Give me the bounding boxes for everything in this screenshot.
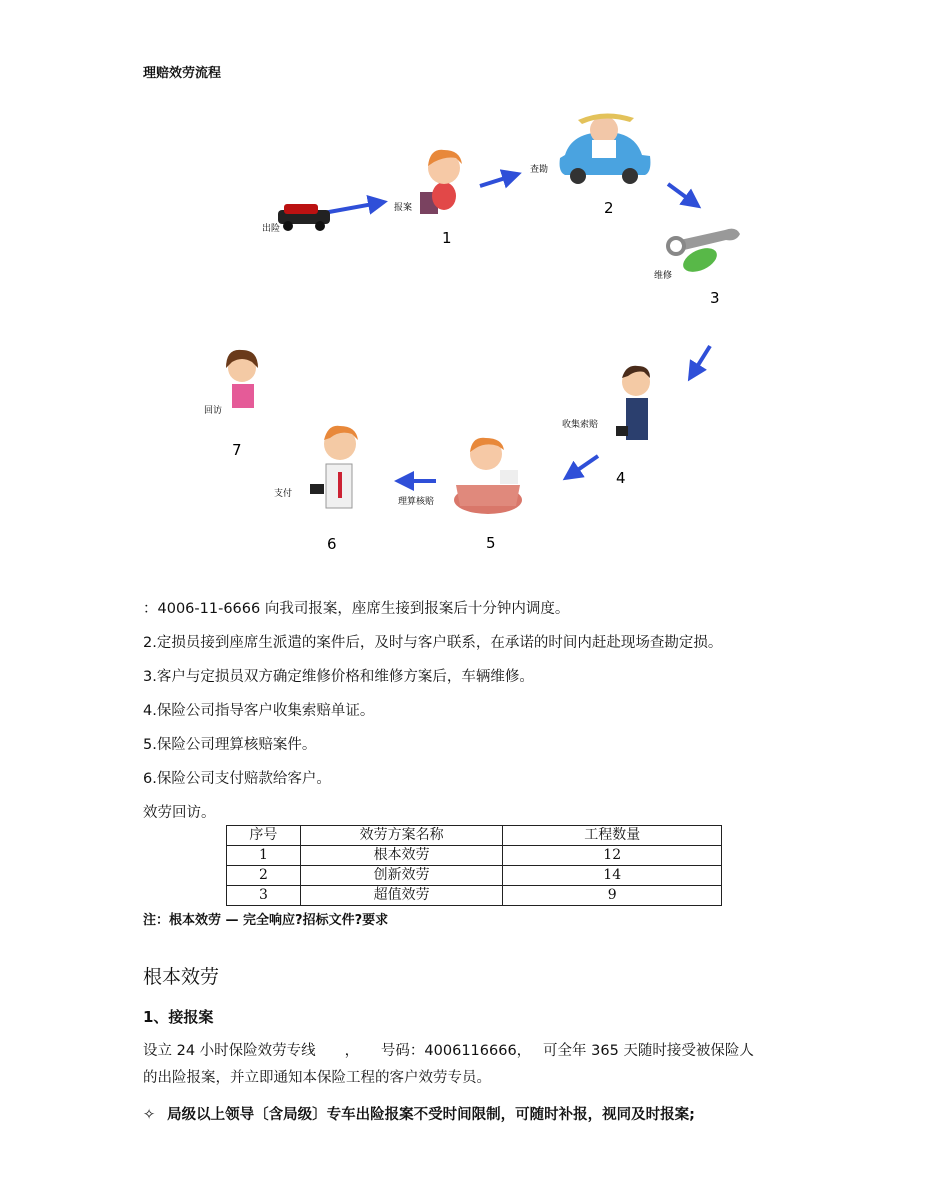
table-cell: 9 bbox=[503, 886, 722, 906]
table-cell: 根本效劳 bbox=[300, 846, 503, 866]
step-6-number: 6 bbox=[327, 535, 337, 553]
call-operator-icon bbox=[420, 150, 462, 214]
body-line-1: 设立 24 小时保险效劳专线 ， 号码：4006116666， 可全年 365 天随时接受被保险人 bbox=[143, 1043, 754, 1059]
step-text-3: 3.客户与定损员双方确定维修价格和维修方案后，车辆维修。 bbox=[143, 669, 534, 685]
step-4-number: 4 bbox=[616, 469, 626, 487]
step-3-number: 3 bbox=[710, 289, 720, 307]
table-cell: 3 bbox=[227, 886, 301, 906]
adjuster-at-desk-icon bbox=[454, 438, 522, 514]
arrow-2-to-3 bbox=[668, 184, 698, 206]
bullet-text: 局级以上领导〔含局级〕专车出险报案不受时间限制，可随时补报，视同及时报案; bbox=[167, 1107, 695, 1123]
wrench-icon bbox=[668, 229, 740, 277]
table-header-cell: 工程数量 bbox=[503, 826, 722, 846]
bullet-star-icon: ✧ bbox=[143, 1107, 156, 1123]
step-2-number: 2 bbox=[604, 199, 614, 217]
crashed-car-icon bbox=[278, 204, 330, 231]
table-row bbox=[227, 886, 722, 906]
step-text-5: 5.保险公司理算核赔案件。 bbox=[143, 737, 317, 753]
payment-person-icon bbox=[310, 426, 358, 508]
step-4-label: 收集索赔 bbox=[562, 420, 599, 430]
table-row bbox=[227, 846, 722, 866]
step-7-label: 回访 bbox=[204, 406, 223, 416]
step-text-7: 效劳回访。 bbox=[143, 805, 216, 821]
table-header-cell: 序号 bbox=[227, 826, 301, 846]
table-row bbox=[227, 866, 722, 886]
claim-flow-diagram bbox=[180, 100, 770, 570]
section-title: 根本效劳 bbox=[143, 966, 220, 988]
bullet-item bbox=[143, 1103, 695, 1124]
survey-car-icon bbox=[560, 113, 651, 184]
doc-title: 理赔效劳流程 bbox=[143, 66, 222, 81]
collecting-documents-person-icon bbox=[616, 366, 650, 440]
step-5-number: 5 bbox=[486, 534, 496, 552]
step-6-label: 支付 bbox=[274, 489, 293, 499]
step-text-4: 4.保险公司指导客户收集索赔单证。 bbox=[143, 703, 375, 719]
table-cell: 1 bbox=[227, 846, 301, 866]
step-2-label: 查勘 bbox=[530, 165, 549, 175]
step-7-number: 7 bbox=[232, 441, 242, 459]
body-line-2: 的出险报案，并立即通知本保险工程的客户效劳专员。 bbox=[143, 1070, 491, 1086]
follow-up-visit-icon bbox=[226, 350, 258, 408]
table-cell: 12 bbox=[503, 846, 722, 866]
table-header-row bbox=[227, 826, 722, 846]
step-3-label: 维修 bbox=[654, 271, 673, 281]
step-text-2: 2.定损员接到座席生派遣的案件后，及时与客户联系，在承诺的时间内赶赴现场查勘定损。 bbox=[143, 635, 723, 651]
table-cell: 创新效劳 bbox=[300, 866, 503, 886]
step-text-6: 6.保险公司支付赔款给客户。 bbox=[143, 771, 331, 787]
arrow-4-to-5 bbox=[566, 456, 598, 478]
table-cell: 14 bbox=[503, 866, 722, 886]
subsection-title: 1、接报案 bbox=[143, 1008, 214, 1026]
step-text-1: ：4006-11-6666 向我司报案，座席生接到报案后十分钟内调度。 bbox=[143, 601, 570, 617]
table-cell: 2 bbox=[227, 866, 301, 886]
arrow-3-to-4 bbox=[690, 346, 710, 378]
table-header-cell: 效劳方案名称 bbox=[300, 826, 503, 846]
arrow-1-to-2 bbox=[480, 174, 518, 186]
step-5-label: 理算核赔 bbox=[398, 497, 435, 507]
step-1-label: 报案 bbox=[394, 203, 413, 213]
table-cell: 超值效劳 bbox=[300, 886, 503, 906]
service-plan-table bbox=[226, 825, 722, 906]
step-1-number: 1 bbox=[442, 229, 452, 247]
flow-start-label: 出险 bbox=[262, 224, 281, 234]
table-note: 注：根本效劳 — 完全响应?招标文件?要求 bbox=[143, 913, 389, 928]
